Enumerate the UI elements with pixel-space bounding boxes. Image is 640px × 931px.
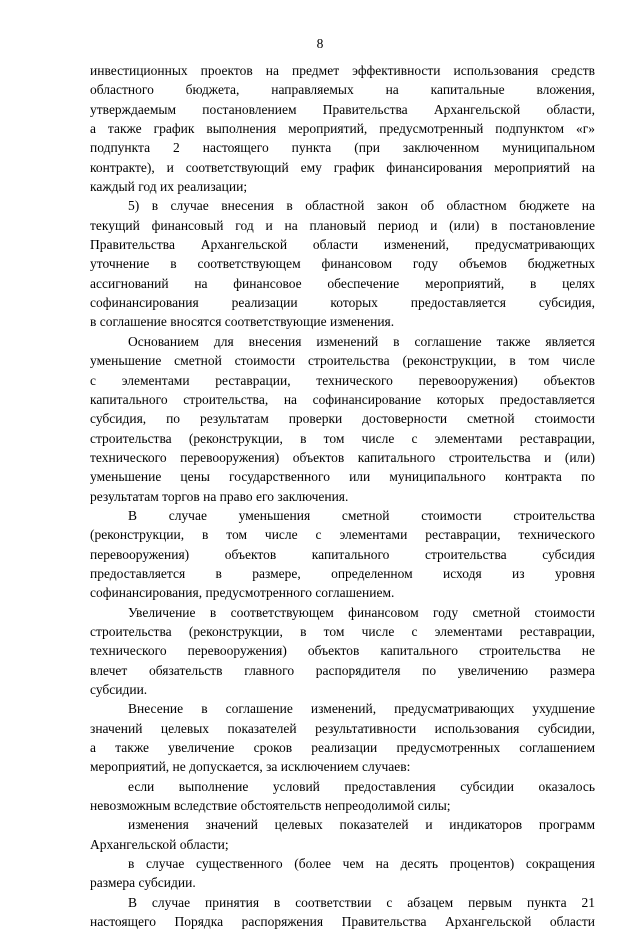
text-line: утверждаемым постановлением Правительства Архангельской области, bbox=[90, 101, 595, 117]
text-line: результатам торгов на право его заключения. bbox=[90, 488, 349, 504]
text-line: если выполнение условий предоставления субсидии оказалось bbox=[128, 778, 595, 794]
paragraph bbox=[90, 506, 595, 603]
text-line: изменения значений целевых показателей и индикаторов программ bbox=[128, 817, 595, 833]
text-line: размера субсидии. bbox=[90, 875, 196, 891]
paragraph bbox=[90, 603, 595, 700]
text-line: предоставляется в размере, определенном исходя из уровня bbox=[90, 565, 595, 581]
text-line: с элементами реставрации, технического перевооружения) объектов bbox=[90, 372, 595, 388]
text-line: Внесение в соглашение изменений, предусматривающих ухудшение bbox=[128, 701, 595, 717]
text-line: областного бюджета, направляемых на капитальные вложения, bbox=[90, 82, 595, 98]
text-line: софинансирования реализации которых предоставляется субсидия, bbox=[90, 295, 595, 311]
paragraph bbox=[90, 854, 595, 893]
text-line: Архангельской области; bbox=[90, 836, 229, 852]
text-line: подпункта 2 настоящего пункта (при заключенном муниципальном bbox=[90, 140, 595, 156]
text-line: Основанием для внесения изменений в соглашение также является bbox=[128, 333, 595, 349]
text-line: перевооружения) объектов капитального строительства субсидия bbox=[90, 546, 595, 562]
paragraph bbox=[90, 196, 595, 331]
text-line: софинансирования, предусмотренного соглашением. bbox=[90, 585, 395, 601]
text-line: Увеличение в соответствующем финансовом году сметной стоимости bbox=[128, 604, 595, 620]
page-number: 8 bbox=[316, 36, 324, 51]
text-line: невозможным вследствие обстоятельств непреодолимой силы; bbox=[90, 798, 451, 814]
text-line: уточнение в соответствующем финансовом году объемов бюджетных bbox=[90, 256, 595, 272]
text-line: В случае уменьшения сметной стоимости строительства bbox=[128, 507, 595, 523]
text-line: а также график выполнения мероприятий, предусмотренный подпунктом «г» bbox=[90, 121, 595, 137]
text-line: 5) в случае внесения в областной закон об областном бюджете на bbox=[128, 198, 595, 214]
text-line: текущий финансовый год и на плановый период и (или) в постановление bbox=[90, 217, 595, 233]
text-line: Правительства Архангельской области изменений, предусматривающих bbox=[90, 237, 595, 253]
text-line: технического перевооружения) объектов капитального строительства и (или) bbox=[90, 449, 595, 465]
text-line: влечет обязательств главного распорядителя по увеличению размера bbox=[90, 662, 595, 678]
paragraph bbox=[90, 61, 595, 196]
text-line: (реконструкции, в том числе с элементами реставрации, технического bbox=[90, 527, 595, 543]
text-line: субсидия, по результатам проверки достоверности сметной стоимости bbox=[90, 411, 595, 427]
text-line: инвестиционных проектов на предмет эффективности использования средств bbox=[90, 63, 595, 78]
text-line: В случае принятия в соответствии с абзацем первым пункта 21 bbox=[128, 894, 595, 910]
text-line: субсидии. bbox=[90, 682, 148, 697]
paragraph bbox=[90, 893, 595, 931]
text-line: технического перевооружения) объектов капитального строительства не bbox=[90, 643, 595, 659]
text-line: значений целевых показателей результативности использования субсидии, bbox=[90, 720, 595, 736]
text-line: мероприятий, не допускается, за исключением случаев: bbox=[90, 759, 411, 775]
text-line: каждый год их реализации; bbox=[90, 179, 248, 195]
text-line: а также увеличение сроков реализации предусмотренных соглашением bbox=[90, 740, 595, 756]
text-line: в случае существенного (более чем на десять процентов) сокращения bbox=[128, 856, 595, 872]
text-line: контракте), и соответствующий ему график финансирования мероприятий на bbox=[90, 159, 595, 175]
text-line: капитального строительства, на софинансирование которых предоставляется bbox=[90, 391, 595, 407]
paragraph bbox=[90, 815, 595, 854]
text-line: строительства (реконструкции, в том числе с элементами реставрации, bbox=[90, 623, 595, 639]
document-body bbox=[90, 61, 595, 931]
text-line: настоящего Порядка распоряжения Правительства Архангельской области bbox=[90, 914, 595, 930]
text-line: строительства (реконструкции, в том числе с элементами реставрации, bbox=[90, 430, 595, 446]
text-line: уменьшение сметной стоимости строительства (реконструкции, в том числе bbox=[90, 353, 595, 369]
paragraph bbox=[90, 777, 595, 816]
paragraph bbox=[90, 699, 595, 776]
paragraph bbox=[90, 332, 595, 506]
text-line: уменьшение цены государственного или муниципального контракта по bbox=[90, 469, 595, 485]
text-line: ассигнований на финансовое обеспечение мероприятий, в целях bbox=[90, 275, 595, 291]
text-line: в соглашение вносятся соответствующие изменения. bbox=[90, 314, 395, 330]
